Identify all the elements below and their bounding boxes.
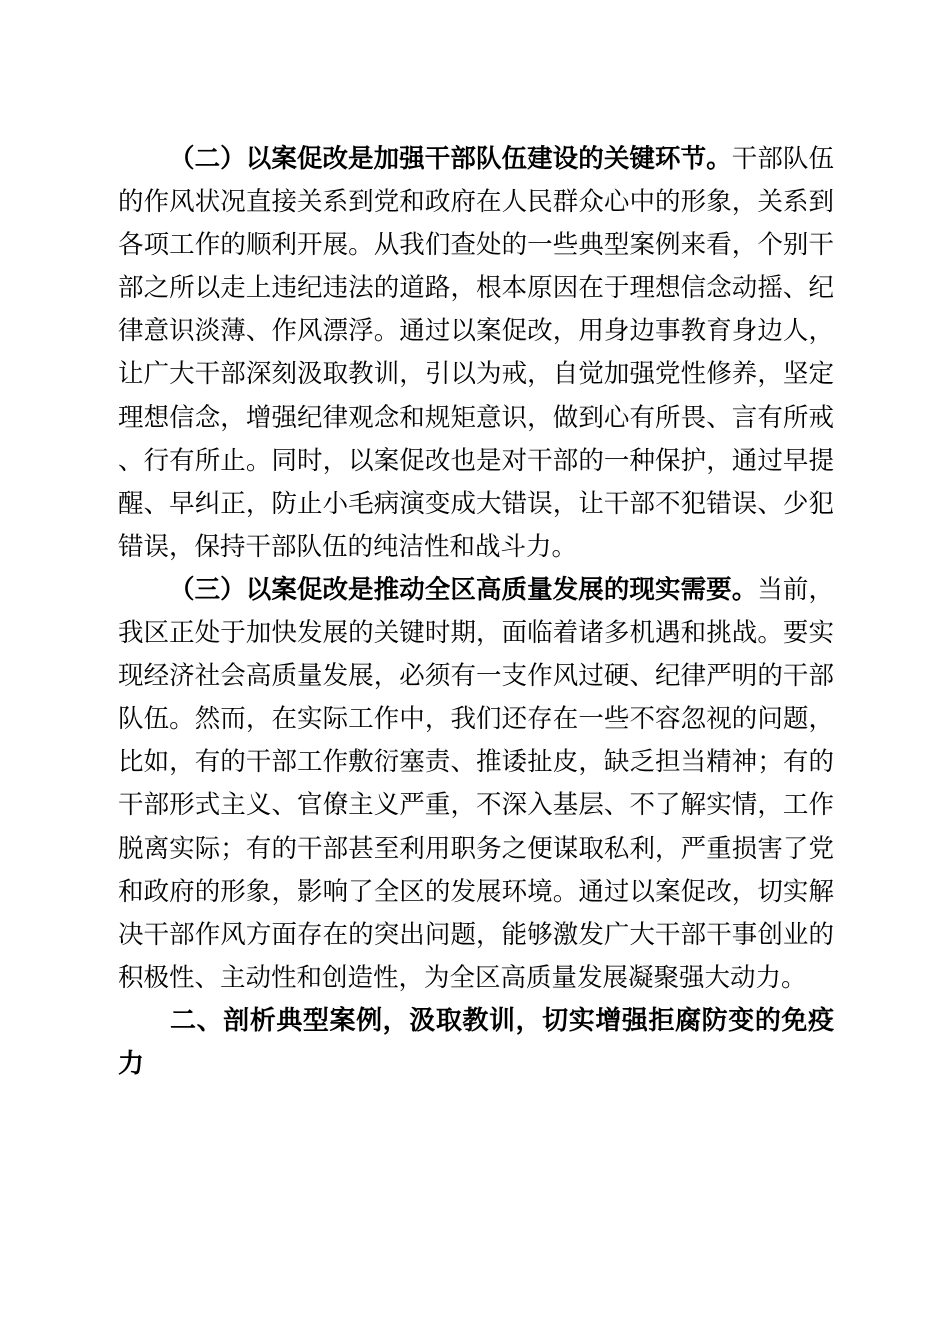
paragraph-3 bbox=[118, 569, 834, 1000]
paragraph-2-lead: （二）以案促改是加强干部队伍建设的关键环节。 bbox=[169, 144, 732, 174]
paragraph-2-body: 干部队伍的作风状况直接关系到党和政府在人民群众心中的形象，关系到各项工作的顺利开展。从我们查处的一些典型案例来看，个别干部之所以走上违纪违法的道路，根本原因在于理想信念动摇、纪律意识淡薄、作风漂浮。通过以案促改，用身边事教育身边人，让广大干部深刻汲取教训，引以为戒，自觉加强党性修养，坚定理想信念，增强纪律观念和规矩意识，做到心有所畏、言有所戒、行有所止。同时，以案促改也是对干部的一种保护，通过早提醒、早纠正，防止小毛病演变成大错误，让干部不犯错误、少犯错误，保持干部队伍的纯洁性和战斗力。 bbox=[118, 144, 834, 562]
paragraph-3-body: 当前，我区正处于加快发展的关键时期，面临着诸多机遇和挑战。要实现经济社会高质量发展，必须有一支作风过硬、纪律严明的干部队伍。然而，在实际工作中，我们还存在一些不容忽视的问题，比如，有的干部工作敷衍塞责、推诿扯皮，缺乏担当精神；有的干部形式主义、官僚主义严重，不深入基层、不了解实情，工作脱离实际；有的干部甚至利用职务之便谋取私利，严重损害了党和政府的形象，影响了全区的发展环境。通过以案促改，切实解决干部作风方面存在的突出问题，能够激发广大干部干事创业的积极性、主动性和创造性，为全区高质量发展凝聚强大动力。 bbox=[118, 574, 834, 993]
paragraph-3-lead: （三）以案促改是推动全区高质量发展的现实需要。 bbox=[169, 574, 758, 605]
paragraph-2 bbox=[118, 138, 834, 569]
section-heading: 二、剖析典型案例，汲取教训，切实增强拒腐防变的免疫力 bbox=[118, 1005, 834, 1079]
document-body bbox=[118, 138, 834, 1086]
